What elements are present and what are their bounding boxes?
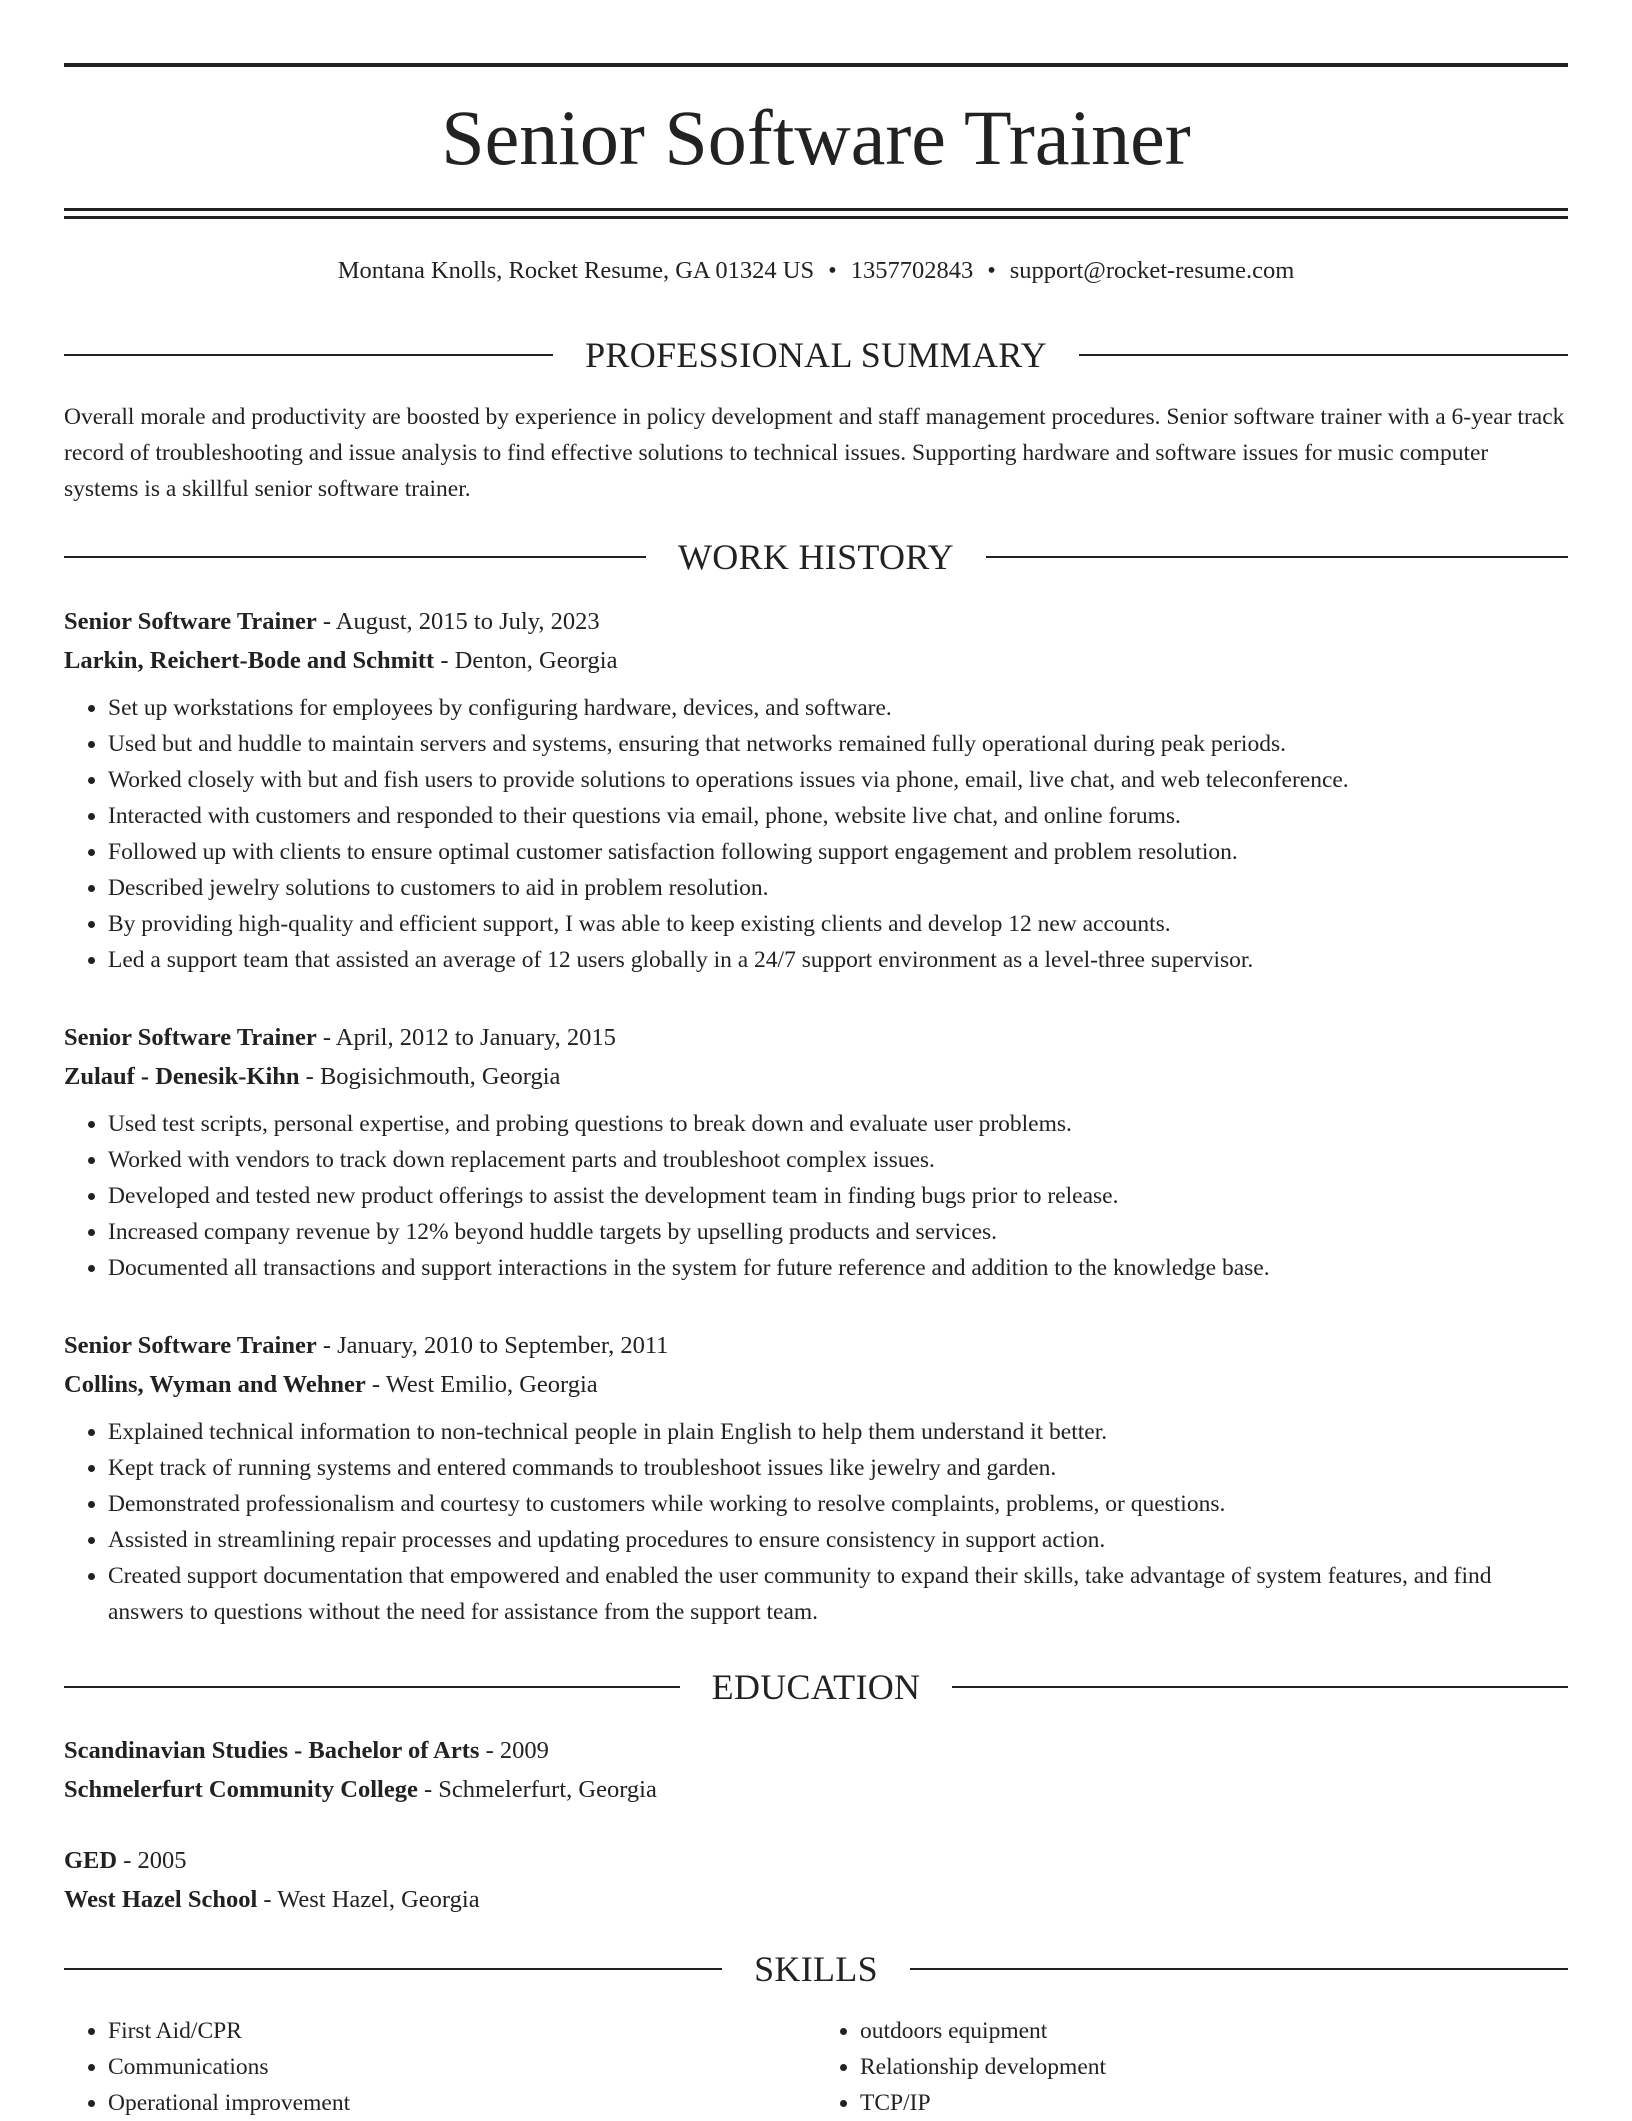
list-item: • Led a support team that assisted an average of 12 users globally in a 24/7 support environment as a level-three supervisor. — [108, 942, 1568, 978]
section-rule-left — [64, 354, 553, 356]
education-entry — [64, 1841, 1568, 1919]
education-degree-line — [64, 1841, 1568, 1880]
job-company-line — [64, 1057, 1568, 1096]
section-rule-right — [910, 1968, 1568, 1970]
education-year: 2009 — [499, 1737, 549, 1764]
education-entry — [64, 1731, 1568, 1809]
job-entry — [64, 1018, 1568, 1286]
education-school: West Hazel School — [64, 1886, 258, 1913]
job-entry — [64, 602, 1568, 978]
list-item: • Documented all transactions and support interactions in the system for future reference and addition to the knowledge base. — [108, 1250, 1568, 1286]
contact-separator: • — [828, 257, 837, 284]
skills-list — [64, 2013, 1568, 2121]
education-degree: GED — [64, 1847, 118, 1874]
list-item: • Set up workstations for employees by configuring hardware, devices, and software. — [108, 690, 1568, 726]
section-header-skills — [64, 1947, 1568, 1991]
job-title-line — [64, 1326, 1568, 1365]
list-item: • Explained technical information to non-technical people in plain English to help them understand it better. — [108, 1414, 1568, 1450]
list-item: • Increased company revenue by 12% beyond huddle targets by upselling products and services. — [108, 1214, 1568, 1250]
contact-phone: 1357702843 — [850, 257, 974, 284]
skill-item: • Communications — [108, 2049, 816, 2085]
section-rule-right — [1079, 354, 1568, 356]
dash: - — [479, 1737, 500, 1764]
contact-line — [64, 254, 1568, 288]
job-title-line — [64, 602, 1568, 641]
job-title: Senior Software Trainer — [64, 1332, 317, 1359]
job-bullets — [64, 1414, 1568, 1630]
education-school: Schmelerfurt Community College — [64, 1776, 418, 1803]
job-bullets — [64, 1106, 1568, 1286]
section-rule-left — [64, 556, 646, 558]
contact-separator: • — [987, 257, 996, 284]
section-title-summary: PROFESSIONAL SUMMARY — [585, 335, 1047, 375]
job-dates: April, 2012 to January, 2015 — [335, 1024, 616, 1051]
job-bullets — [64, 690, 1568, 978]
contact-address: Montana Knolls, Rocket Resume, GA 01324 US — [337, 257, 815, 284]
list-item: • Kept track of running systems and entered commands to troubleshoot issues like jewelry and garden. — [108, 1450, 1568, 1486]
job-company-line — [64, 1365, 1568, 1404]
resume-title: Senior Software Trainer — [441, 94, 1191, 181]
dash: - — [316, 1024, 336, 1051]
section-rule-left — [64, 1686, 680, 1688]
list-item: • Assisted in streamlining repair processes and updating procedures to ensure consistency in support action. — [108, 1522, 1568, 1558]
summary-block — [64, 399, 1568, 507]
section-header-work — [64, 535, 1568, 579]
section-rule-right — [986, 556, 1568, 558]
education-degree: Scandinavian Studies - Bachelor of Arts — [64, 1737, 480, 1764]
title-double-rule-top — [64, 208, 1568, 211]
list-item: • Used but and huddle to maintain servers and systems, ensuring that networks remained fully operational during peak periods. — [108, 726, 1568, 762]
list-item: • Developed and tested new product offerings to assist the development team in finding bugs prior to release. — [108, 1178, 1568, 1214]
dash: - — [316, 608, 336, 635]
list-item: • Described jewelry solutions to customers to aid in problem resolution. — [108, 870, 1568, 906]
dash: - — [417, 1776, 439, 1803]
education-degree-line — [64, 1731, 1568, 1770]
skill-item: • TCP/IP — [860, 2085, 1568, 2121]
education-year: 2005 — [137, 1847, 187, 1874]
job-title: Senior Software Trainer — [64, 1024, 317, 1051]
job-title: Senior Software Trainer — [64, 608, 317, 635]
top-rule — [64, 63, 1568, 67]
section-header-summary — [64, 333, 1568, 377]
list-item: • By providing high-quality and efficient support, I was able to keep existing clients and develop 12 new accounts. — [108, 906, 1568, 942]
education-school-line — [64, 1770, 1568, 1809]
list-item: • Interacted with customers and responded to their questions via email, phone, website live chat, and online forums. — [108, 798, 1568, 834]
section-rule-left — [64, 1968, 722, 1970]
job-dates: August, 2015 to July, 2023 — [335, 608, 600, 635]
job-company: Collins, Wyman and Wehner — [64, 1371, 366, 1398]
list-item: • Worked closely with but and fish users to provide solutions to operations issues via phone, email, live chat, and web teleconference. — [108, 762, 1568, 798]
list-item: • Followed up with clients to ensure optimal customer satisfaction following support engagement and problem resolution. — [108, 834, 1568, 870]
job-title-line — [64, 1018, 1568, 1057]
job-location: Denton, Georgia — [454, 647, 618, 674]
education-location: West Hazel, Georgia — [277, 1886, 480, 1913]
title-double-rule-bottom — [64, 216, 1568, 219]
summary-text: Overall morale and productivity are boosted by experience in policy development and staff management procedures. Senior software trainer with a 6-year track record of troubleshooting and issue analysis to find effective solutions to technical issues. Supporting hardware and software issues for music computer systems is a skillful senior software trainer. — [64, 404, 1565, 502]
skill-item: • Relationship development — [860, 2049, 1568, 2085]
skill-item: • First Aid/CPR — [108, 2013, 816, 2049]
job-entry — [64, 1326, 1568, 1630]
job-company: Larkin, Reichert-Bode and Schmitt — [64, 647, 435, 674]
education-location: Schmelerfurt, Georgia — [438, 1776, 657, 1803]
list-item: • Used test scripts, personal expertise, and probing questions to break down and evaluate user problems. — [108, 1106, 1568, 1142]
job-company: Zulauf - Denesik-Kihn — [64, 1063, 300, 1090]
section-rule-right — [952, 1686, 1568, 1688]
contact-email[interactable]: support@rocket-resume.com — [1009, 257, 1295, 284]
list-item: • Created support documentation that empowered and enabled the user community to expand their skills, take advantage of system features, and find answers to questions without the need for assistance from the support team. — [108, 1558, 1568, 1630]
section-title-skills: SKILLS — [754, 1949, 878, 1989]
list-item: • Demonstrated professionalism and courtesy to customers while working to resolve complaints, problems, or questions. — [108, 1486, 1568, 1522]
section-header-education — [64, 1665, 1568, 1709]
job-company-line — [64, 641, 1568, 680]
skill-item: • outdoors equipment — [860, 2013, 1568, 2049]
dash: - — [299, 1063, 320, 1090]
job-location: Bogisichmouth, Georgia — [319, 1063, 561, 1090]
job-location: West Emilio, Georgia — [385, 1371, 598, 1398]
section-title-work: WORK HISTORY — [678, 537, 954, 577]
job-dates: January, 2010 to September, 2011 — [337, 1332, 669, 1359]
list-item: • Worked with vendors to track down replacement parts and troubleshoot complex issues. — [108, 1142, 1568, 1178]
dash: - — [316, 1332, 338, 1359]
dash: - — [117, 1847, 138, 1874]
skills-column-left — [64, 2013, 816, 2121]
section-title-education: EDUCATION — [711, 1667, 921, 1707]
education-school-line — [64, 1880, 1568, 1919]
dash: - — [434, 647, 455, 674]
dash: - — [257, 1886, 278, 1913]
skills-column-right — [816, 2013, 1568, 2121]
dash: - — [365, 1371, 386, 1398]
skill-item: • Operational improvement — [108, 2085, 816, 2121]
